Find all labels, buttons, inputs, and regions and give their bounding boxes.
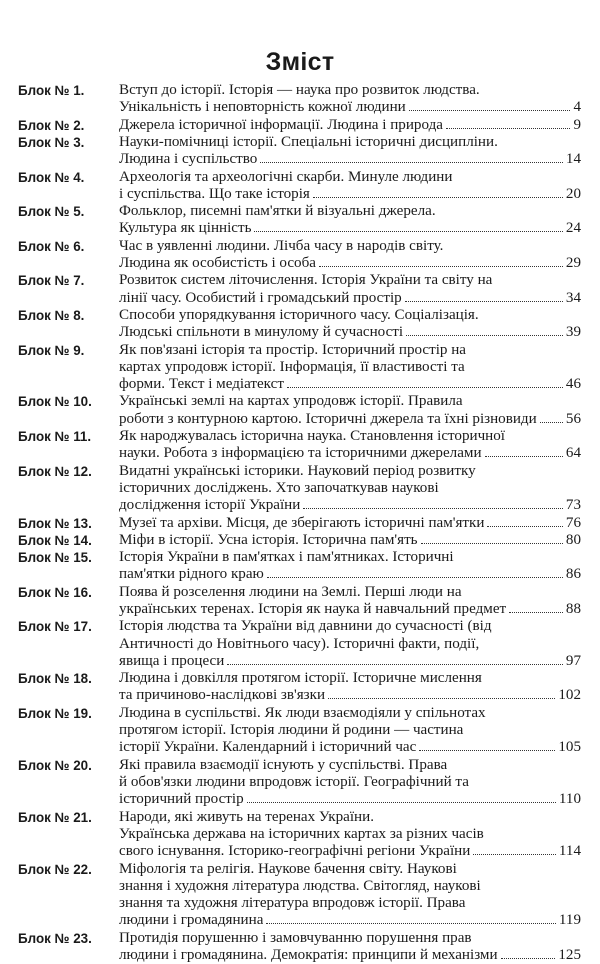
entry-line: Міфи в історії. Усна історія. Історична пам'ять bbox=[119, 531, 418, 548]
entry-line: історичний простір bbox=[119, 791, 244, 808]
entry-line: Людські спільноти в минулому й сучасності bbox=[119, 324, 404, 341]
entry-text bbox=[119, 584, 581, 619]
block-label: Блок № 3. bbox=[18, 134, 85, 150]
dot-leader bbox=[485, 456, 563, 457]
entry-line: Способи упорядкування історичного часу. Соціалізація. bbox=[119, 306, 479, 323]
page-number: 76 bbox=[565, 514, 581, 531]
page-number: 24 bbox=[565, 220, 581, 237]
page-number: 4 bbox=[573, 99, 581, 116]
entry-line: Людина і суспільство bbox=[119, 151, 258, 168]
entry-line: людини і громадянина bbox=[119, 912, 264, 929]
dot-leader bbox=[501, 958, 556, 959]
page-number: 105 bbox=[558, 739, 581, 756]
dot-leader bbox=[267, 577, 563, 578]
entry-line: Історія України в пам'ятках і пам'ятниках. Історичні bbox=[119, 549, 454, 566]
entry-text bbox=[119, 930, 581, 964]
page-number: 39 bbox=[565, 324, 581, 341]
block-label: Блок № 9. bbox=[18, 342, 85, 358]
block-label: Блок № 5. bbox=[18, 204, 85, 220]
block-label: Блок № 4. bbox=[18, 169, 85, 185]
entry-text bbox=[119, 134, 581, 169]
entry-line: форми. Текст і медіатекст bbox=[119, 376, 284, 393]
block-label: Блок № 6. bbox=[18, 238, 85, 254]
block-label: Блок № 21. bbox=[18, 809, 92, 825]
block-label: Блок № 14. bbox=[18, 532, 92, 548]
entry-line: Як народжувалась історична наука. Становлення історичної bbox=[119, 428, 505, 444]
entry-line: Українські землі на картах упродовж історії. Правила bbox=[119, 393, 463, 410]
entry-line: людини і громадянина. Демократія: принципи й механізми bbox=[119, 946, 498, 963]
dot-leader bbox=[254, 231, 562, 232]
entry-line: Видатні українські історики. Науковий період розвитку bbox=[119, 462, 476, 479]
entry-line: Народи, які живуть на теренах України. bbox=[119, 808, 374, 825]
entry-line: і суспільства. Що таке історія bbox=[119, 185, 310, 202]
page-number: 29 bbox=[565, 254, 581, 271]
page-number: 97 bbox=[565, 652, 581, 669]
dot-leader bbox=[247, 802, 556, 803]
entry-line: Людина і довкілля протягом історії. Історичне мислення bbox=[119, 670, 482, 687]
entry-text bbox=[119, 670, 581, 705]
entry-text bbox=[119, 757, 581, 809]
dot-leader bbox=[421, 543, 563, 544]
block-label: Блок № 1. bbox=[18, 83, 85, 98]
entry-text bbox=[119, 342, 581, 394]
entry-text bbox=[119, 203, 581, 238]
block-label: Блок № 8. bbox=[18, 307, 85, 323]
dot-leader bbox=[287, 387, 563, 388]
entry-line: свого існування. Історико-географічні регіони України bbox=[119, 843, 471, 860]
dot-leader bbox=[405, 301, 563, 302]
page-number: 9 bbox=[573, 116, 581, 133]
entry-line: Джерела історичної інформації. Людина і природа bbox=[119, 116, 443, 133]
entry-line: Протидія порушенню і замовчуванню порушення прав bbox=[119, 929, 472, 946]
dot-leader bbox=[540, 422, 563, 423]
entry-line: Розвиток систем літочислення. Історія України та світу на bbox=[119, 272, 493, 289]
entry-line: Науки-помічниці історії. Спеціальні історичні дисципліни. bbox=[119, 133, 498, 150]
entry-line: й обов'язки людини впродовж історії. Географічний та bbox=[119, 773, 469, 790]
entry-line: історичних досліджень. Хто започаткував наукові bbox=[119, 479, 439, 496]
block-label: Блок № 7. bbox=[18, 273, 85, 289]
dot-leader bbox=[227, 664, 563, 665]
entry-text bbox=[119, 307, 581, 342]
entry-line: Вступ до історії. Історія — наука про розвиток людства. bbox=[119, 82, 480, 98]
entry-line: Історія людства та України від давнини до сучасності (від bbox=[119, 618, 492, 635]
entry-text bbox=[119, 515, 581, 532]
page-number: 73 bbox=[565, 497, 581, 514]
entry-text bbox=[119, 272, 581, 307]
block-label: Блок № 18. bbox=[18, 671, 92, 687]
dot-leader bbox=[473, 854, 556, 855]
page-number: 88 bbox=[565, 600, 581, 617]
entry-text bbox=[119, 393, 581, 428]
entry-line: протягом історії. Історія людини й родини — частина bbox=[119, 722, 464, 739]
entry-line: Археологія та археологічні скарби. Минуле людини bbox=[119, 168, 453, 185]
page-title: Зміст bbox=[265, 48, 335, 76]
block-label: Блок № 10. bbox=[18, 394, 92, 410]
entry-line: картах упродовж історії. Інформація, її властивості та bbox=[119, 358, 465, 375]
dot-leader bbox=[328, 698, 555, 699]
entry-line: Унікальність і неповторність кожної людини bbox=[119, 99, 406, 116]
dot-leader bbox=[260, 162, 563, 163]
page-number: 46 bbox=[565, 376, 581, 393]
entry-line: лінії часу. Особистий і громадський простір bbox=[119, 289, 402, 306]
entry-line: пам'ятки рідного краю bbox=[119, 566, 264, 583]
block-label: Блок № 13. bbox=[18, 515, 92, 531]
entry-line: українських теренах. Історія як наука й навчальний предмет bbox=[119, 600, 507, 617]
block-label: Блок № 20. bbox=[18, 757, 92, 773]
dot-leader bbox=[303, 508, 563, 509]
block-label: Блок № 23. bbox=[18, 930, 92, 946]
entry-line: Поява й розселення людини на Землі. Перші люди на bbox=[119, 583, 462, 600]
entry-line: Фольклор, писемні пам'ятки й візуальні джерела. bbox=[119, 203, 436, 220]
entry-text bbox=[119, 809, 581, 861]
entry-text bbox=[119, 549, 581, 584]
entry-line: Які правила взаємодії існують у суспільстві. Права bbox=[119, 756, 448, 773]
entry-line: знання та художня література впродовж історії. Права bbox=[119, 895, 466, 912]
entry-line: дослідження історії України bbox=[119, 497, 301, 514]
page-number: 14 bbox=[565, 151, 581, 168]
dot-leader bbox=[409, 110, 571, 111]
entry-text bbox=[119, 169, 581, 204]
entry-line: Античності до Новітнього часу). Історичні факти, події, bbox=[119, 635, 480, 652]
page-number: 20 bbox=[565, 185, 581, 202]
page-number: 34 bbox=[565, 289, 581, 306]
dot-leader bbox=[509, 612, 563, 613]
page-number: 56 bbox=[565, 410, 581, 427]
dot-leader bbox=[266, 923, 556, 924]
dot-leader bbox=[313, 197, 563, 198]
block-label: Блок № 22. bbox=[18, 861, 92, 877]
page-number: 64 bbox=[565, 445, 581, 462]
entry-line: історії України. Календарний і історичний час bbox=[119, 739, 417, 756]
dot-leader bbox=[446, 128, 570, 129]
entry-text bbox=[119, 238, 581, 273]
block-label: Блок № 19. bbox=[18, 705, 92, 721]
entry-text bbox=[119, 82, 581, 117]
entry-line: знання і художня література людства. Світогляд, наукові bbox=[119, 877, 481, 894]
dot-leader bbox=[419, 750, 555, 751]
entry-line: науки. Робота з інформацією та історичними джерелами bbox=[119, 445, 482, 462]
entry-line: Людина в суспільстві. Як люди взаємодіяли у спільнотах bbox=[119, 704, 486, 721]
entry-line: Людина як особистість і особа bbox=[119, 254, 316, 271]
page-number: 110 bbox=[558, 791, 581, 808]
entry-text bbox=[119, 861, 581, 930]
entry-line: Українська держава на історичних картах за різних часів bbox=[119, 825, 484, 842]
page-number: 125 bbox=[558, 946, 581, 963]
page-number: 102 bbox=[558, 687, 581, 704]
entry-line: Культура як цінність bbox=[119, 220, 252, 237]
entry-text bbox=[119, 117, 581, 134]
block-label: Блок № 11. bbox=[18, 429, 92, 444]
entry-text bbox=[119, 705, 581, 757]
block-label: Блок № 16. bbox=[18, 584, 92, 600]
entry-line: Час в уявленні людини. Лічба часу в народів світу. bbox=[119, 237, 444, 254]
dot-leader bbox=[487, 526, 562, 527]
page-number: 114 bbox=[558, 843, 581, 860]
page-number: 86 bbox=[565, 566, 581, 583]
block-label: Блок № 12. bbox=[18, 463, 92, 479]
entry-text bbox=[119, 428, 581, 463]
entry-line: Міфологія та релігія. Наукове бачення світу. Наукові bbox=[119, 860, 457, 877]
entry-text bbox=[119, 532, 581, 549]
entry-line: явища і процеси bbox=[119, 652, 225, 669]
block-label: Блок № 2. bbox=[18, 117, 85, 133]
page-number: 80 bbox=[565, 531, 581, 548]
entry-line: та причиново-наслідкові зв'язки bbox=[119, 687, 326, 704]
dot-leader bbox=[319, 266, 563, 267]
block-label: Блок № 17. bbox=[18, 619, 92, 635]
entry-line: Як пов'язані історія та простір. Історичний простір на bbox=[119, 341, 466, 358]
dot-leader bbox=[406, 335, 563, 336]
entry-text bbox=[119, 463, 581, 515]
entry-line: роботи з контурною картою. Історичні джерела та їхні різновиди bbox=[119, 410, 537, 427]
entry-line: Музеї та архіви. Місця, де зберігають історичні пам'ятки bbox=[119, 514, 485, 531]
block-label: Блок № 15. bbox=[18, 550, 92, 566]
entry-text bbox=[119, 618, 581, 670]
page-number: 119 bbox=[558, 912, 581, 929]
